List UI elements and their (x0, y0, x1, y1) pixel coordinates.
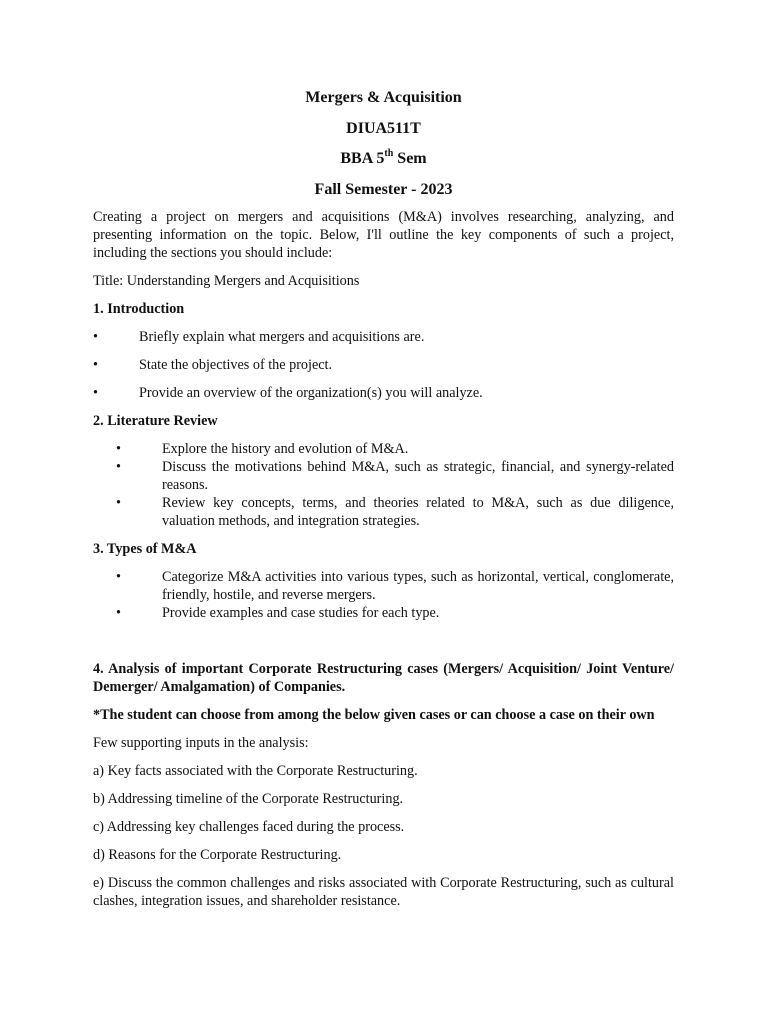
analysis-item: d) Reasons for the Corporate Restructuring. (93, 847, 342, 863)
course-code: DIUA511T (346, 119, 421, 137)
bullet-icon: • (93, 329, 98, 345)
analysis-item: c) Addressing key challenges faced during the process. (93, 819, 405, 835)
list-item-text: Provide an overview of the organization(s) you will analyze. (139, 385, 483, 401)
bullet-icon: • (93, 357, 98, 373)
bullet-icon: • (116, 441, 121, 457)
introduction-list (93, 328, 674, 402)
section-heading-analysis: 4. Analysis of important Corporate Restructuring cases (Mergers/ Acquisition/ Joint Venture/ Demerger/ Amalgamation) of Companies. (93, 661, 674, 695)
list-item-text: Discuss the motivations behind M&A, such as strategic, financial, and synergy-related reasons. (162, 459, 674, 493)
analysis-note: *The student can choose from among the below given cases or can choose a case on their own (93, 707, 655, 723)
list-item-text: State the objectives of the project. (139, 357, 333, 373)
bullet-icon: • (116, 605, 121, 621)
list-item-text: Review key concepts, terms, and theories related to M&A, such as due diligence, valuation methods, and integration strategies. (162, 495, 674, 529)
term-title: Fall Semester - 2023 (314, 180, 453, 198)
list-item (93, 494, 674, 530)
program-superscript: th (384, 147, 394, 159)
types-list (93, 568, 674, 622)
list-item (93, 384, 674, 402)
program-semester (93, 147, 674, 178)
analysis-inputs-intro: Few supporting inputs in the analysis: (93, 735, 309, 751)
list-item (93, 328, 674, 346)
list-item-text: Briefly explain what mergers and acquisitions are. (139, 329, 425, 345)
list-item-text: Explore the history and evolution of M&A. (162, 441, 409, 457)
analysis-item: e) Discuss the common challenges and risks associated with Corporate Restructuring, such as cultural clashes, integration issues, and shareholder resistance. (93, 875, 674, 909)
list-item-text: Provide examples and case studies for each type. (162, 605, 440, 621)
program-tail: Sem (393, 150, 427, 167)
analysis-item: a) Key facts associated with the Corporate Restructuring. (93, 763, 418, 779)
list-item (93, 440, 674, 458)
section-heading-literature: 2. Literature Review (93, 413, 218, 429)
literature-list (93, 440, 674, 530)
bullet-icon: • (116, 495, 121, 511)
course-title: Mergers & Acquisition (305, 89, 462, 106)
section-heading-types: 3. Types of M&A (93, 541, 197, 557)
bullet-icon: • (116, 569, 121, 585)
list-item (93, 568, 674, 604)
program-text: BBA 5 (340, 150, 385, 167)
intro-paragraph: Creating a project on mergers and acquisitions (M&A) involves researching, analyzing, and presenting information on the topic. Below, I'll outline the key components of such a project, including the sections you should include: (93, 209, 674, 261)
section-spacer (93, 632, 674, 660)
title-block (93, 86, 674, 208)
section-heading-introduction: 1. Introduction (93, 301, 185, 317)
list-item (93, 458, 674, 494)
analysis-item: b) Addressing timeline of the Corporate Restructuring. (93, 791, 404, 807)
bullet-icon: • (116, 459, 121, 475)
project-title: Title: Understanding Mergers and Acquisitions (93, 273, 360, 289)
list-item-text: Categorize M&A activities into various types, such as horizontal, vertical, conglomerate, friendly, hostile, and reverse mergers. (162, 569, 674, 603)
list-item (93, 356, 674, 374)
list-item (93, 604, 674, 622)
bullet-icon: • (93, 385, 98, 401)
